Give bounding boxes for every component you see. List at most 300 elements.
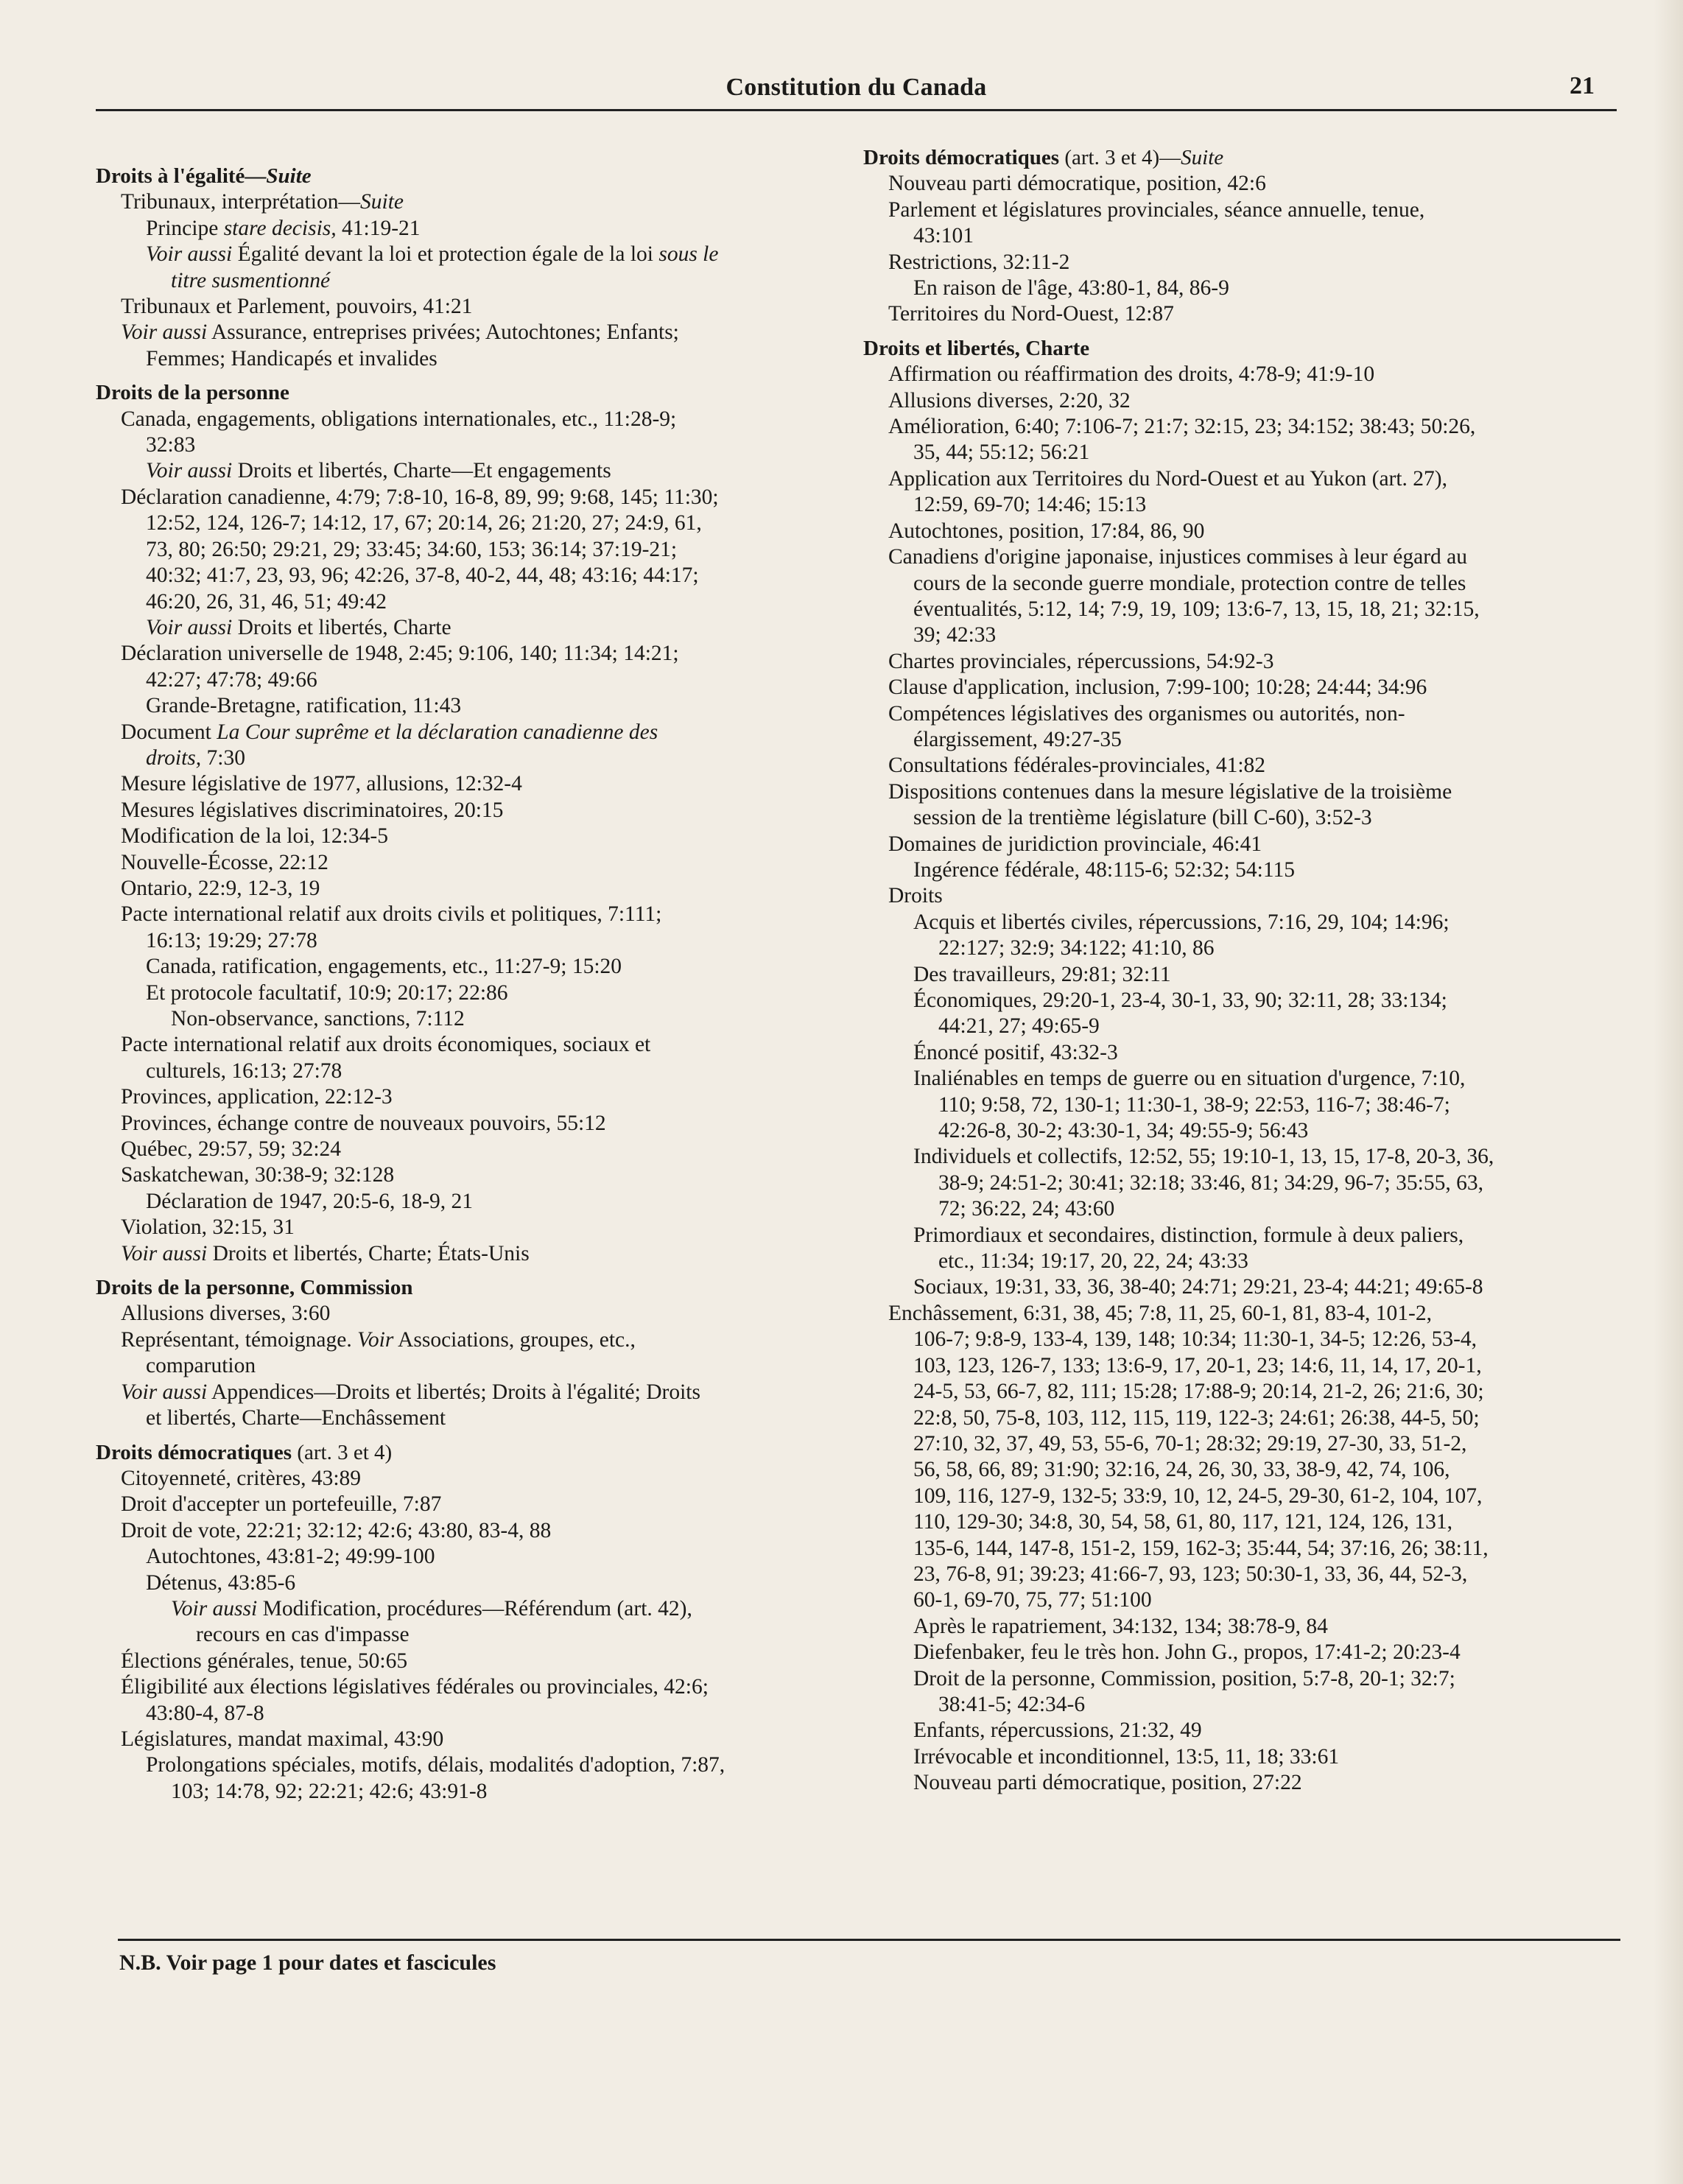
index-entry — [171, 1596, 832, 1648]
index-entry — [888, 675, 1600, 701]
text-run: Droits démocratiques — [96, 1440, 292, 1464]
entry-line — [121, 902, 832, 927]
text-run: Droits à l'égalité— — [96, 164, 267, 188]
text-run: Droit de vote, 22:21; 32:12; 42:6; 43:80, 83-4, 88 — [121, 1518, 552, 1542]
index-entry — [121, 902, 832, 954]
text-run: Pacte international relatif aux droits économiques, sociaux et — [121, 1033, 651, 1057]
index-entry — [913, 1223, 1600, 1275]
index-entry — [913, 1040, 1600, 1066]
entry-continuation-line — [121, 1405, 832, 1431]
entry-line — [913, 1744, 1600, 1770]
text-run: Allusions diverses, 3:60 — [121, 1302, 331, 1326]
entry-line — [888, 250, 1600, 275]
entry-continuation-line — [121, 667, 832, 693]
text-run: Clause d'application, inclusion, 7:99-100; 10:28; 24:44; 34:96 — [888, 675, 1427, 700]
text-run: 40:32; 41:7, 23, 93, 96; 42:26, 37-8, 40-2, 44, 48; 43:16; 44:17; — [146, 563, 699, 588]
index-entry — [146, 458, 832, 484]
text-run: Dispositions contenues dans la mesure législative de la troisième — [888, 779, 1452, 804]
entry-line — [121, 720, 832, 745]
index-heading — [96, 164, 832, 189]
text-run: éventualités, 5:12, 14; 7:9, 19, 109; 13:6-7, 13, 15, 18, 21; 32:15, — [913, 597, 1480, 621]
index-entry — [913, 1744, 1600, 1770]
index-entry — [913, 275, 1600, 301]
text-run: Inaliénables en temps de guerre ou en situation d'urgence, 7:10, — [913, 1067, 1466, 1091]
text-run: 22:127; 32:9; 34:122; 41:10, 86 — [938, 936, 1215, 961]
entry-continuation-line — [121, 928, 832, 954]
page-header — [96, 72, 1617, 111]
text-run: 43:80-4, 87-8 — [146, 1701, 264, 1725]
index-entry — [171, 1006, 832, 1032]
index-entry — [121, 485, 832, 615]
entry-line — [121, 1032, 832, 1058]
italic-text: sous le — [658, 242, 719, 267]
entry-line — [121, 1727, 832, 1752]
text-run: 56, 58, 66, 89; 31:90; 32:16, 24, 26, 30, 33, 38-9, 42, 74, 106, — [913, 1458, 1450, 1482]
entry-line — [121, 294, 832, 320]
entry-continuation-line — [913, 1014, 1600, 1039]
entry-line — [121, 1674, 832, 1700]
entry-line — [888, 171, 1600, 197]
text-run: Domaines de juridiction provinciale, 46:41 — [888, 832, 1262, 856]
text-run: 42:26-8, 30-2; 43:30-1, 34; 49:55-9; 56:43 — [938, 1119, 1309, 1143]
index-entry — [121, 824, 832, 849]
text-run: Droits de la personne — [96, 381, 289, 405]
italic-text: Suite — [266, 164, 312, 188]
entry-continuation-line — [121, 537, 832, 563]
entry-line — [913, 1040, 1600, 1066]
entry-continuation-line — [888, 597, 1600, 622]
text-run: 38:41-5; 42:34-6 — [938, 1692, 1086, 1716]
index-heading — [863, 336, 1600, 362]
italic-text: droits, — [146, 745, 202, 770]
entry-continuation-line — [888, 1405, 1600, 1431]
index-entry — [121, 771, 832, 797]
entry-line — [121, 1162, 832, 1188]
index-entry — [146, 615, 832, 641]
index-entry — [121, 189, 832, 215]
text-run: Droit de la personne, Commission, position, 5:7-8, 20-1; 32:7; — [913, 1666, 1455, 1690]
text-run: Droits et libertés, Charte; États-Unis — [207, 1241, 530, 1265]
index-entry — [121, 1674, 832, 1727]
text-run: Droits démocratiques — [863, 146, 1060, 169]
index-entry — [888, 701, 1600, 754]
footnote: N.B. Voir page 1 pour dates et fascicules — [119, 1950, 496, 1975]
index-entry — [146, 954, 832, 980]
index-entry — [121, 1162, 832, 1188]
text-run: Non-observance, sanctions, 7:112 — [171, 1007, 465, 1030]
index-entry — [121, 320, 832, 372]
italic-text: Voir — [357, 1327, 394, 1352]
text-run: Pacte international relatif aux droits civils et politiques, 7:111; — [121, 902, 662, 927]
entry-continuation-line — [121, 346, 832, 372]
index-entry — [888, 197, 1600, 250]
entry-line — [913, 857, 1600, 883]
text-run: Assurance, entreprises privées; Autochtones; Enfants; — [207, 320, 679, 345]
text-run: 60-1, 69-70, 75, 77; 51:100 — [913, 1588, 1152, 1612]
index-entry — [913, 1274, 1600, 1300]
text-run: Canadiens d'origine japonaise, injustices commises à leur égard au — [888, 545, 1468, 569]
text-run: Sociaux, 19:31, 33, 36, 38-40; 24:71; 29:21, 23-4; 44:21; 49:65-8 — [913, 1275, 1483, 1299]
index-entry — [913, 962, 1600, 988]
index-entry — [888, 832, 1600, 857]
index-entry — [913, 1066, 1600, 1144]
index-entry — [121, 1084, 832, 1110]
text-run: 38-9; 24:51-2; 30:41; 32:18; 33:46, 81; 34:29, 96-7; 35:55, 63, — [938, 1170, 1483, 1195]
index-entry — [121, 1727, 832, 1752]
text-run: Saskatchewan, 30:38-9; 32:128 — [121, 1163, 395, 1187]
text-run: 22:8, 50, 75-8, 103, 112, 115, 119, 122-3; 24:61; 26:38, 44-5, 50; — [913, 1405, 1480, 1430]
text-run: Modification de la loi, 12:34-5 — [121, 824, 388, 849]
entry-continuation-line — [121, 1353, 832, 1379]
entry-line — [888, 301, 1600, 327]
entry-line — [121, 798, 832, 824]
text-run: 39; 42:33 — [913, 623, 997, 647]
entry-line — [888, 675, 1600, 701]
italic-text: Voir aussi — [121, 320, 208, 345]
entry-line — [888, 197, 1600, 223]
index-entry — [146, 1189, 832, 1215]
entry-continuation-line — [888, 622, 1600, 648]
text-run: 44:21, 27; 49:65-9 — [938, 1014, 1100, 1039]
index-entry — [888, 544, 1600, 649]
text-run: Canada, engagements, obligations internationales, etc., 11:28-9; — [121, 407, 677, 431]
entry-continuation-line — [888, 1327, 1600, 1352]
text-run: Affirmation ou réaffirmation des droits, 4:78-9; 41:9-10 — [888, 362, 1375, 387]
text-run: Application aux Territoires du Nord-Ouest et au Yukon (art. 27), — [888, 466, 1448, 491]
index-entry — [146, 1544, 832, 1570]
index-entry — [121, 1518, 832, 1544]
entry-line — [121, 1380, 832, 1405]
text-run: Québec, 29:57, 59; 32:24 — [121, 1137, 342, 1162]
index-entry — [146, 980, 832, 1006]
entry-continuation-line — [121, 589, 832, 615]
entry-line — [121, 1466, 832, 1492]
text-run: Droits et libertés, Charte—Et engagements — [232, 459, 611, 483]
text-run: Individuels et collectifs, 12:52, 55; 19:10-1, 13, 15, 17-8, 20-3, 36, — [913, 1145, 1494, 1169]
text-run: Primordiaux et secondaires, distinction, formule à deux paliers, — [913, 1223, 1464, 1247]
index-heading — [96, 380, 832, 406]
text-run: Enchâssement, 6:31, 38, 45; 7:8, 11, 25, 60-1, 81, 83-4, 101-2, — [888, 1301, 1432, 1325]
text-run: 12:59, 69-70; 14:46; 15:13 — [913, 493, 1147, 517]
text-run: Consultations fédérales-provinciales, 41:82 — [888, 754, 1266, 778]
text-run: 110, 129-30; 34:8, 30, 54, 58, 61, 80, 117, 121, 124, 126, 131, — [913, 1510, 1453, 1534]
entry-continuation-line — [888, 1457, 1600, 1483]
index-entry — [888, 779, 1600, 832]
text-run: 103, 123, 126-7, 133; 13:6-9, 17, 20-1, 23; 14:6, 11, 14, 17, 20-1, — [913, 1353, 1482, 1377]
text-run: Autochtones, 43:81-2; 49:99-100 — [146, 1545, 435, 1569]
index-entry — [888, 883, 1600, 909]
text-run: 106-7; 9:8-9, 133-4, 139, 148; 10:34; 11:30-1, 34-5; 12:26, 53-4, — [913, 1327, 1478, 1352]
text-run: 72; 36:22, 24; 43:60 — [938, 1197, 1115, 1221]
entry-line — [913, 1640, 1600, 1665]
entry-continuation-line — [913, 1092, 1600, 1118]
text-run: Droits — [888, 884, 943, 908]
entry-line — [913, 275, 1600, 301]
entry-line — [121, 485, 832, 510]
index-column-right — [863, 145, 1600, 1797]
entry-line — [913, 1223, 1600, 1249]
index-entry — [121, 798, 832, 824]
entry-continuation-line — [146, 268, 832, 294]
italic-text: titre susmentionné — [171, 268, 331, 292]
index-entry — [913, 910, 1600, 962]
entry-line — [146, 216, 832, 242]
text-run: Droits de la personne, Commission — [96, 1276, 413, 1300]
entry-line — [121, 824, 832, 849]
index-entry — [146, 1752, 832, 1805]
entry-line — [121, 850, 832, 876]
text-run: session de la trentième législature (bill C-60), 3:52-3 — [913, 806, 1372, 830]
text-run: Détenus, 43:85-6 — [146, 1570, 296, 1595]
text-run: Déclaration canadienne, 4:79; 7:8-10, 16-8, 89, 99; 9:68, 145; 11:30; — [121, 485, 719, 509]
entry-line — [121, 876, 832, 902]
text-run: Ingérence fédérale, 48:115-6; 52:32; 54:115 — [913, 857, 1295, 882]
index-entry — [121, 1111, 832, 1137]
page-title: Constitution du Canada — [725, 74, 987, 101]
entry-line — [888, 832, 1600, 857]
index-entry — [888, 250, 1600, 275]
entry-continuation-line — [888, 727, 1600, 753]
italic-text: Voir aussi — [171, 1596, 258, 1621]
text-run: Diefenbaker, feu le très hon. John G., propos, 17:41-2; 20:23-4 — [913, 1640, 1461, 1665]
index-entry — [121, 850, 832, 876]
entry-continuation-line — [121, 432, 832, 458]
text-run: Associations, groupes, etc., — [393, 1327, 636, 1352]
index-entry — [121, 1466, 832, 1492]
entry-continuation-line — [888, 1509, 1600, 1535]
entry-line — [888, 388, 1600, 414]
entry-continuation-line — [888, 805, 1600, 831]
text-run: Tribunaux, interprétation— — [121, 190, 361, 214]
entry-continuation-line — [888, 571, 1600, 597]
text-run: Droit d'accepter un portefeuille, 7:87 — [121, 1492, 442, 1517]
index-entry — [888, 649, 1600, 675]
text-run: Parlement et législatures provinciales, séance annuelle, tenue, — [888, 197, 1425, 222]
text-run: Mesures législatives discriminatoires, 20:15 — [121, 798, 504, 822]
index-entry — [121, 1137, 832, 1162]
entry-line — [146, 242, 832, 267]
italic-text: Voir aussi — [146, 459, 233, 483]
index-entry — [913, 857, 1600, 883]
text-run: Femmes; Handicapés et invalides — [146, 346, 438, 371]
entry-line — [121, 1648, 832, 1674]
italic-text: stare decisis, — [223, 216, 337, 240]
text-run: Grande-Bretagne, ratification, 11:43 — [146, 694, 462, 718]
entry-line — [146, 954, 832, 980]
text-run: 103; 14:78, 92; 22:21; 42:6; 43:91-8 — [171, 1779, 488, 1803]
text-run: Provinces, échange contre de nouveaux pouvoirs, 55:12 — [121, 1111, 606, 1135]
index-entry — [121, 1380, 832, 1432]
text-run: Irrévocable et inconditionnel, 13:5, 11, 18; 33:61 — [913, 1744, 1340, 1769]
text-run: 109, 116, 127-9, 132-5; 33:9, 10, 12, 24-5, 29-30, 61-2, 104, 107, — [913, 1483, 1483, 1508]
italic-text: Suite — [360, 190, 404, 214]
entry-continuation-line — [913, 935, 1600, 961]
index-entry — [888, 388, 1600, 414]
index-entry — [913, 1770, 1600, 1796]
entry-line — [913, 988, 1600, 1014]
text-run: Violation, 32:15, 31 — [121, 1215, 295, 1240]
text-run: Amélioration, 6:40; 7:106-7; 21:7; 32:15, 23; 34:152; 38:43; 50:26, — [888, 415, 1476, 439]
text-run: 12:52, 124, 126-7; 14:12, 17, 67; 20:14, 26; 21:20, 27; 24:9, 61, — [146, 511, 702, 536]
index-entry — [888, 1301, 1600, 1614]
page-number: 21 — [1570, 72, 1595, 99]
text-run: 27:10, 32, 37, 49, 53, 55-6, 70-1; 28:32; 29:19, 27-30, 33, 51-2, — [913, 1431, 1467, 1456]
index-entry — [121, 1032, 832, 1084]
entry-continuation-line — [913, 1196, 1600, 1222]
entry-line — [146, 615, 832, 641]
entry-line — [121, 1518, 832, 1544]
text-run: (art. 3 et 4)— — [1059, 146, 1181, 169]
text-run: et libertés, Charte—Enchâssement — [146, 1406, 446, 1430]
text-run: Tribunaux et Parlement, pouvoirs, 41:21 — [121, 295, 473, 319]
text-run: Déclaration universelle de 1948, 2:45; 9:106, 140; 11:34; 14:21; — [121, 642, 679, 666]
text-run: Principe — [146, 216, 224, 240]
entry-continuation-line — [888, 492, 1600, 518]
text-run: etc., 11:34; 19:17, 20, 22, 24; 43:33 — [938, 1249, 1248, 1274]
entry-line — [171, 1596, 832, 1622]
index-entry — [913, 1640, 1600, 1665]
entry-continuation-line — [888, 1587, 1600, 1613]
entry-line — [913, 1614, 1600, 1640]
text-run: cours de la seconde guerre mondiale, protection contre de telles — [913, 571, 1466, 595]
index-entry — [121, 1327, 832, 1380]
entry-continuation-line — [888, 1379, 1600, 1405]
entry-continuation-line — [888, 1431, 1600, 1457]
entry-line — [888, 1301, 1600, 1327]
text-run: comparution — [146, 1354, 256, 1378]
index-entry — [913, 1144, 1600, 1222]
entry-line — [888, 753, 1600, 779]
index-heading — [96, 1440, 832, 1466]
text-run: élargissement, 49:27-35 — [913, 727, 1122, 751]
text-run: Prolongations spéciales, motifs, délais, modalités d'adoption, 7:87, — [146, 1753, 725, 1777]
entry-continuation-line — [121, 1058, 832, 1084]
index-entry — [888, 753, 1600, 779]
entry-line — [146, 1752, 832, 1778]
index-column-left — [96, 164, 832, 1805]
entry-line — [121, 407, 832, 432]
entry-continuation-line — [888, 1536, 1600, 1562]
text-run: Droits et libertés, Charte — [863, 336, 1090, 360]
index-entry — [913, 1666, 1600, 1718]
text-run: Élections générales, tenue, 50:65 — [121, 1648, 408, 1673]
entry-continuation-line — [888, 223, 1600, 249]
entry-line — [121, 771, 832, 797]
text-run: Autochtones, position, 17:84, 86, 90 — [888, 519, 1205, 543]
text-run: Restrictions, 32:11-2 — [888, 250, 1070, 274]
entry-continuation-line — [121, 563, 832, 589]
entry-continuation-line — [121, 1701, 832, 1727]
entry-line — [913, 1274, 1600, 1300]
entry-continuation-line — [888, 1353, 1600, 1379]
text-run: Ontario, 22:9, 12-3, 19 — [121, 876, 320, 900]
entry-line — [146, 1189, 832, 1215]
entry-line — [121, 320, 832, 345]
entry-continuation-line — [888, 1562, 1600, 1587]
entry-line — [913, 1718, 1600, 1744]
page-edge-shadow — [1654, 0, 1683, 2184]
entry-continuation-line — [913, 1692, 1600, 1718]
entry-continuation-line — [171, 1622, 832, 1648]
text-run: 35, 44; 55:12; 56:21 — [913, 440, 1090, 465]
index-entry — [146, 1570, 832, 1596]
italic-text: Suite — [1181, 146, 1224, 169]
entry-line — [121, 189, 832, 215]
bottom-rule — [118, 1939, 1620, 1941]
text-run: Représentant, témoignage. — [121, 1327, 358, 1352]
italic-text: Voir aussi — [146, 242, 233, 267]
text-run: Éligibilité aux élections législatives fédérales ou provinciales, 42:6; — [121, 1675, 709, 1699]
text-run: Allusions diverses, 2:20, 32 — [888, 388, 1131, 412]
entry-continuation-line — [888, 1483, 1600, 1509]
entry-continuation-line — [913, 1118, 1600, 1144]
index-entry — [888, 171, 1600, 197]
text-run: 41:19-21 — [336, 216, 421, 240]
italic-text: Voir aussi — [146, 615, 233, 639]
entry-line — [888, 466, 1600, 492]
text-run: Après le rapatriement, 34:132, 134; 38:78-9, 84 — [913, 1614, 1328, 1638]
index-entry — [146, 216, 832, 242]
entry-line — [913, 1144, 1600, 1170]
entry-line — [121, 1084, 832, 1110]
index-entry — [121, 1241, 832, 1267]
text-run: Modification, procédures—Référendum (art. 42), — [257, 1596, 692, 1621]
index-entry — [146, 242, 832, 294]
entry-line — [888, 519, 1600, 544]
index-entry — [121, 407, 832, 459]
text-run: Énoncé positif, 43:32-3 — [913, 1040, 1118, 1064]
text-run: 16:13; 19:29; 27:78 — [146, 928, 317, 952]
entry-line — [121, 1137, 832, 1162]
text-run: Nouveau parti démocratique, position, 42:6 — [888, 172, 1266, 196]
text-run: Canada, ratification, engagements, etc., 11:27-9; 15:20 — [146, 955, 622, 979]
entry-line — [121, 1301, 832, 1327]
text-run: 42:27; 47:78; 49:66 — [146, 667, 317, 692]
italic-text: Voir aussi — [121, 1380, 208, 1404]
index-entry — [888, 519, 1600, 544]
entry-line — [913, 1666, 1600, 1692]
entry-line — [146, 1544, 832, 1570]
entry-line — [121, 1215, 832, 1240]
entry-line — [888, 362, 1600, 387]
entry-continuation-line — [913, 1170, 1600, 1196]
text-run: Document — [121, 720, 217, 744]
entry-line — [888, 414, 1600, 440]
index-entry — [121, 1648, 832, 1674]
text-run: Enfants, répercussions, 21:32, 49 — [913, 1718, 1202, 1743]
text-run: 7:30 — [201, 745, 245, 770]
index-entry — [121, 1215, 832, 1240]
entry-line — [888, 649, 1600, 675]
entry-line — [888, 544, 1600, 570]
text-run: Chartes provinciales, répercussions, 54:92-3 — [888, 649, 1274, 673]
index-entry — [888, 301, 1600, 327]
entry-line — [146, 980, 832, 1006]
entry-line — [146, 693, 832, 719]
text-run: Déclaration de 1947, 20:5-6, 18-9, 21 — [146, 1189, 474, 1213]
entry-line — [121, 1241, 832, 1267]
entry-continuation-line — [146, 1779, 832, 1805]
entry-continuation-line — [121, 745, 832, 771]
text-run: culturels, 16:13; 27:78 — [146, 1058, 342, 1083]
index-entry — [888, 466, 1600, 519]
index-entry — [913, 1718, 1600, 1744]
entry-line — [121, 641, 832, 667]
entry-line — [121, 1327, 832, 1353]
text-run: Et protocole facultatif, 10:9; 20:17; 22:86 — [146, 980, 508, 1005]
text-run: Citoyenneté, critères, 43:89 — [121, 1466, 362, 1490]
index-entry — [913, 988, 1600, 1040]
